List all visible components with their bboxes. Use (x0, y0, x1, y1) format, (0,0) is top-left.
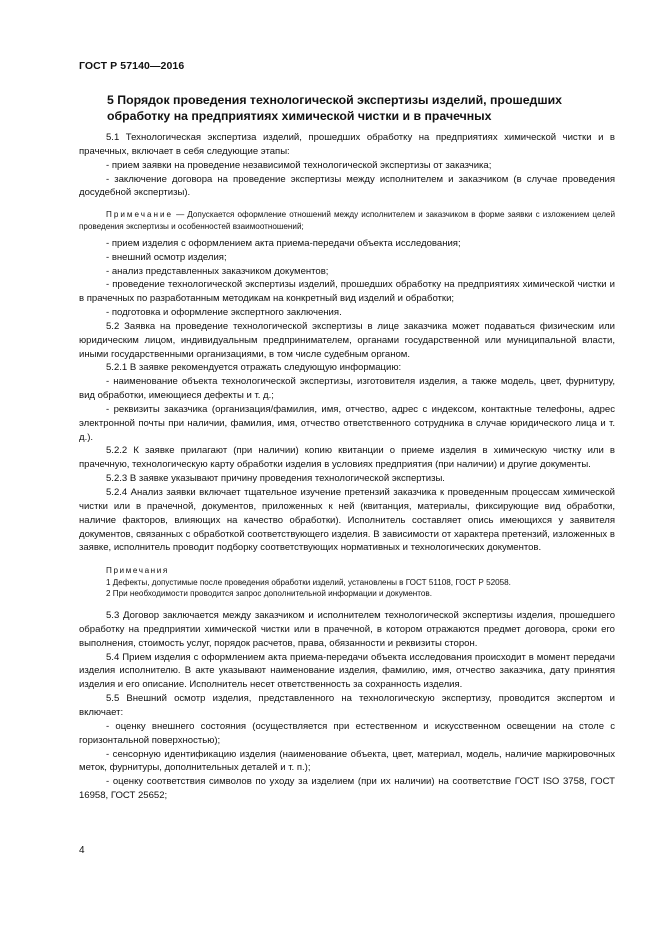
document-header: ГОСТ Р 57140—2016 (79, 60, 185, 72)
paragraph: 5.2.1 В заявке рекомендуется отражать следующую информацию: (106, 362, 402, 374)
paragraph: 5.2 Заявка на проведение технологической экспертизы в лице заказчика может подаваться физическим или юридическим лицом, индивидуальным предпринимателем, органами государственной или муниципальной власти, иными государственными организациями, в том числе судебным органом. (79, 320, 615, 360)
list-item: - оценку соответствия символов по уходу за изделием (при их наличии) на соответствие ГОСТ ISO 3758, ГОСТ 16958, ГОСТ 25652; (79, 776, 615, 802)
paragraph: 5.5 Внешний осмотр изделия, представленного на технологическую экспертизу, проводится экспертом и включает: (79, 693, 615, 719)
list-item: - внешний осмотр изделия; (106, 251, 227, 263)
note (79, 209, 615, 232)
paragraph: 5.2.2 К заявке прилагают (при наличии) копию квитанции о приеме изделия в химическую чистку или в прачечную, технологическую карту обработки изделия в условиях предприятия (при наличии) и другие документы. (79, 445, 615, 471)
paragraph: 5.1 Технологическая экспертиза изделий, прошедших обработку на предприятиях химической чистки и в прачечных, включает в себя следующие этапы: (79, 132, 615, 157)
list-item: - подготовка и оформление экспертного заключения. (106, 307, 342, 319)
notes-block (79, 565, 615, 599)
note-label: Примечание (106, 210, 174, 220)
list-item: - наименование объекта технологической экспертизы, изготовителя изделия, а также модель, цвет, фурнитуру, вид обработки, имеющиеся дефекты и т. д.; (79, 376, 615, 402)
list-item: - анализ представленных заказчиком документов; (106, 265, 329, 277)
list-item: - заключение договора на проведение экспертизы между исполнителем и заказчиком (в случае проведения досудебной экспертизы). (79, 173, 615, 199)
note-item: 1 Дефекты, допустимые после проведения обработки изделий, установлены в ГОСТ 51108, ГОСТ Р 52058. (106, 577, 511, 587)
list-item: - сенсорную идентификацию изделия (наименование объекта, цвет, материал, модель, наличие маркировочных меток, фурнитуры, дополнительных деталей и т. п.); (79, 748, 615, 774)
list-item: - реквизиты заказчика (организация/фамилия, имя, отчество, адрес с индексом, контактные телефоны, адрес электронной почты при наличии, фамилия, имя, отчество ответственного сотрудника в случае юридического лица и т. д.). (79, 403, 615, 443)
list-item: - оценку внешнего состояния (осуществляется при естественном и искусственном освещении на столе с горизонтальной поверхностью); (79, 720, 615, 746)
paragraph: 5.4 Прием изделия с оформлением акта приема-передачи объекта исследования происходит в момент передачи изделия исполнителю. В акте указывают наименование изделия, фамилию, имя, отчество заказчика, дату принятия изделия и его описание. Исполнитель несет ответственность за сохранность изделия. (79, 651, 615, 691)
document-body (79, 131, 615, 803)
page-number: 4 (79, 845, 85, 856)
paragraph: 5.2.3 В заявке указывают причину проведения технологической экспертизы. (106, 473, 445, 485)
note-item: 2 При необходимости проводится запрос дополнительной информации и документов. (106, 588, 432, 598)
paragraph: 5.2.4 Анализ заявки включает тщательное изучение претензий заказчика к проведенным процессам химической чистки или в прачечной, документов, приложенных к ней (квитанция, материалы, фиксирующие вид обработки, наличие факторов, влияющих на качество обработки). Исполнитель составляет опись имеющихся у заявителя документов, связанных с обработкой соответствующего изделия. В зависимости от характера претензий, изложенных в заявке, исполнитель проводит подборку соответствующих нормативных и технологических документов. (79, 487, 615, 554)
paragraph: 5.3 Договор заключается между заказчиком и исполнителем технологической экспертизы изделия, прошедшего обработку на предприятии химической чистки или в прачечной, в котором отражаются предмет договора, сроки его выполнения, стоимость услуг, порядок расчетов, права, обязанности и реквизиты сторон. (79, 610, 615, 649)
note-text: — Допускается оформление отношений между исполнителем и заказчиком в форме заявки с изложением целей проведения экспертизы и особенностей взаимоотношений; (79, 210, 615, 231)
section-title: 5 Порядок проведения технологической экспертизы изделий, прошедших обработку на предприятиях химической чистки и в прачечных (107, 93, 562, 123)
list-item: - прием заявки на проведение независимой технологической экспертизы от заказчика; (106, 159, 492, 171)
list-item: - прием изделия с оформлением акта приема-передачи объекта исследования; (106, 237, 461, 249)
list-item: - проведение технологической экспертизы изделий, прошедших обработку на предприятиях химической чистки и в прачечных по разработанным методикам на конкретный вид изделий и обработки; (79, 279, 615, 305)
notes-title: Примечания (106, 566, 169, 576)
